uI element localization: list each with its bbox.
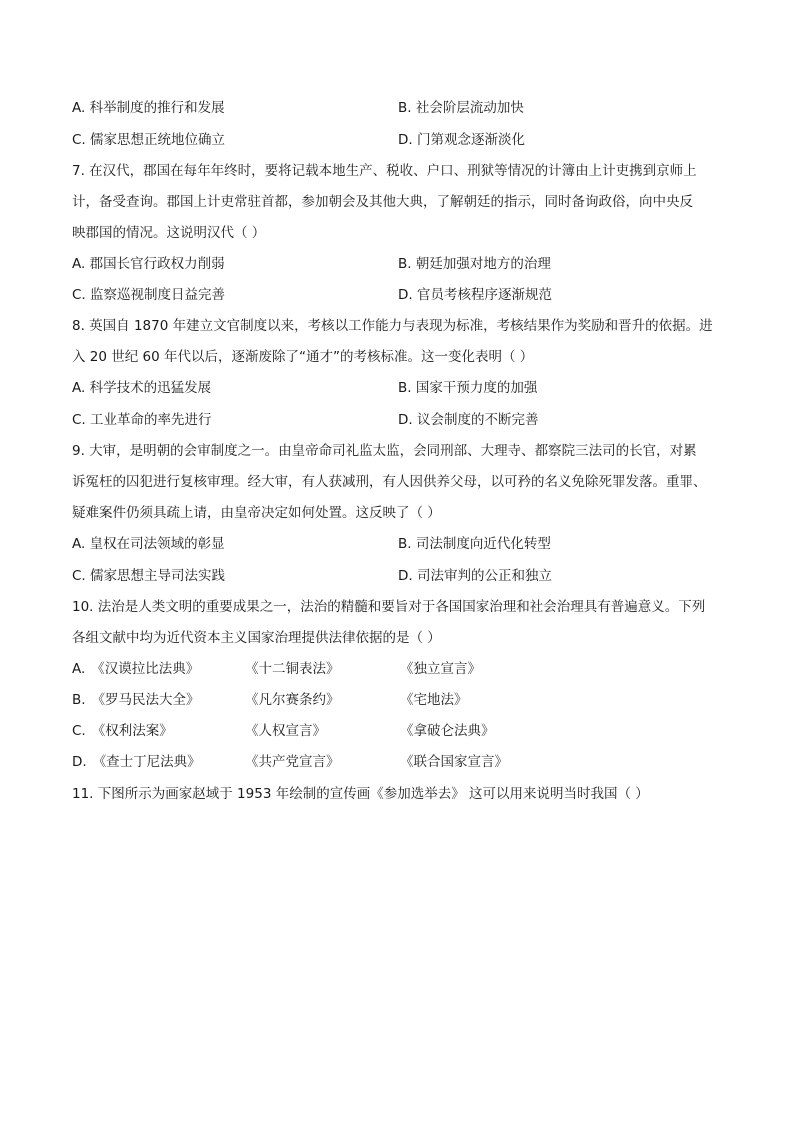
q10-option-d-label: D. 《查士丁尼法典》 xyxy=(72,754,201,770)
q10-option-b-label: B. 《罗马民法大全》 xyxy=(72,692,200,708)
q9-option-a: A. 皇权在司法领域的彰显 xyxy=(72,536,225,552)
q8-option-a: A. 科学技术的迅猛发展 xyxy=(72,380,212,396)
q11-stem-line-1: 11. 下图所示为画家赵域于 1953 年绘制的宣传画《参加选举去》 这可以用来说明当时我国（ ） xyxy=(72,786,649,802)
q10-option-d-doc-2: 《共产党宣言》 xyxy=(245,754,340,770)
q7-stem-line-1: 7. 在汉代，郡国在每年年终时，要将记载本地生产、税收、户口、刑狱等情况的计簿由上计吏携到京师上 xyxy=(72,163,697,179)
q10-option-a-doc-1: 《汉谟拉比法典》 xyxy=(91,661,200,677)
q10-option-a-doc-2: 《十二铜表法》 xyxy=(245,661,340,677)
q10-option-b-doc-3: 《宅地法》 xyxy=(400,692,468,708)
q10-option-a-doc-3: 《独立宣言》 xyxy=(400,661,481,677)
q10-option-b-doc-2: 《凡尔赛条约》 xyxy=(245,692,340,708)
q10-option-a-label: A. 《汉谟拉比法典》 xyxy=(72,661,200,677)
q8-option-c: C. 工业革命的率先进行 xyxy=(72,412,212,428)
q9-stem-line-1: 9. 大审，是明朝的会审制度之一。由皇帝命司礼监太监，会同刑部、大理寺、都察院三法司的长官，对累 xyxy=(72,443,697,459)
q8-option-b: B. 国家干预力度的加强 xyxy=(398,380,538,396)
q9-stem-line-3: 疑难案件仍须具疏上请，由皇帝决定如何处置。这反映了（ ） xyxy=(72,505,441,521)
q6-option-d: D. 门第观念逐渐淡化 xyxy=(398,132,525,148)
q6-option-b: B. 社会阶层流动加快 xyxy=(398,100,524,116)
q9-option-b: B. 司法制度向近代化转型 xyxy=(398,536,551,552)
q10-stem-line-2: 各组文献中均为近代资本主义国家治理提供法律依据的是（ ） xyxy=(72,630,441,646)
q8-stem-line-1: 8. 英国自 1870 年建立文官制度以来，考核以工作能力与表现为标准，考核结果作为奖励和晋升的依据。进 xyxy=(72,318,713,334)
q7-option-d: D. 官员考核程序逐渐规范 xyxy=(398,287,552,303)
q10-option-d-doc-1: 《查士丁尼法典》 xyxy=(92,754,201,770)
q10-option-d-doc-3: 《联合国家宣言》 xyxy=(400,754,508,770)
q7-option-b: B. 朝廷加强对地方的治理 xyxy=(398,256,551,272)
q10-option-c-label: C. 《权利法案》 xyxy=(72,723,173,739)
q6-option-c: C. 儒家思想正统地位确立 xyxy=(72,132,226,148)
q9-option-d: D. 司法审判的公正和独立 xyxy=(398,568,552,584)
q8-option-d: D. 议会制度的不断完善 xyxy=(398,412,539,428)
q10-option-c-doc-2: 《人权宣言》 xyxy=(245,723,326,739)
q6-option-a: A. 科举制度的推行和发展 xyxy=(72,100,225,116)
q10-option-b-doc-1: 《罗马民法大全》 xyxy=(91,692,200,708)
q7-stem-line-3: 映郡国的情况。这说明汉代（ ） xyxy=(72,225,266,241)
q9-stem-line-2: 诉冤枉的囚犯进行复核审理。经大审，有人获减刑，有人因供养父母，以可矜的名义免除死罪发落。重罪、 xyxy=(72,474,707,490)
q8-stem-line-2: 入 20 世纪 60 年代以后，逐渐废除了“通才”的考核标准。这一变化表明（ ） xyxy=(72,349,534,365)
q9-option-c: C. 儒家思想主导司法实践 xyxy=(72,568,226,584)
q10-option-c-doc-3: 《拿破仑法典》 xyxy=(400,723,495,739)
q10-option-c-doc-1: 《权利法案》 xyxy=(91,723,173,739)
q10-stem-line-1: 10. 法治是人类文明的重要成果之一，法治的精髓和要旨对于各国国家治理和社会治理具有普遍意义。下列 xyxy=(72,599,706,615)
q7-option-c: C. 监察巡视制度日益完善 xyxy=(72,287,226,303)
q7-stem-line-2: 计，备受查询。郡国上计吏常驻首都，参加朝会及其他大典，了解朝廷的指示，同时备询政俗，向中央反 xyxy=(72,194,693,210)
q7-option-a: A. 郡国长官行政权力削弱 xyxy=(72,256,225,272)
